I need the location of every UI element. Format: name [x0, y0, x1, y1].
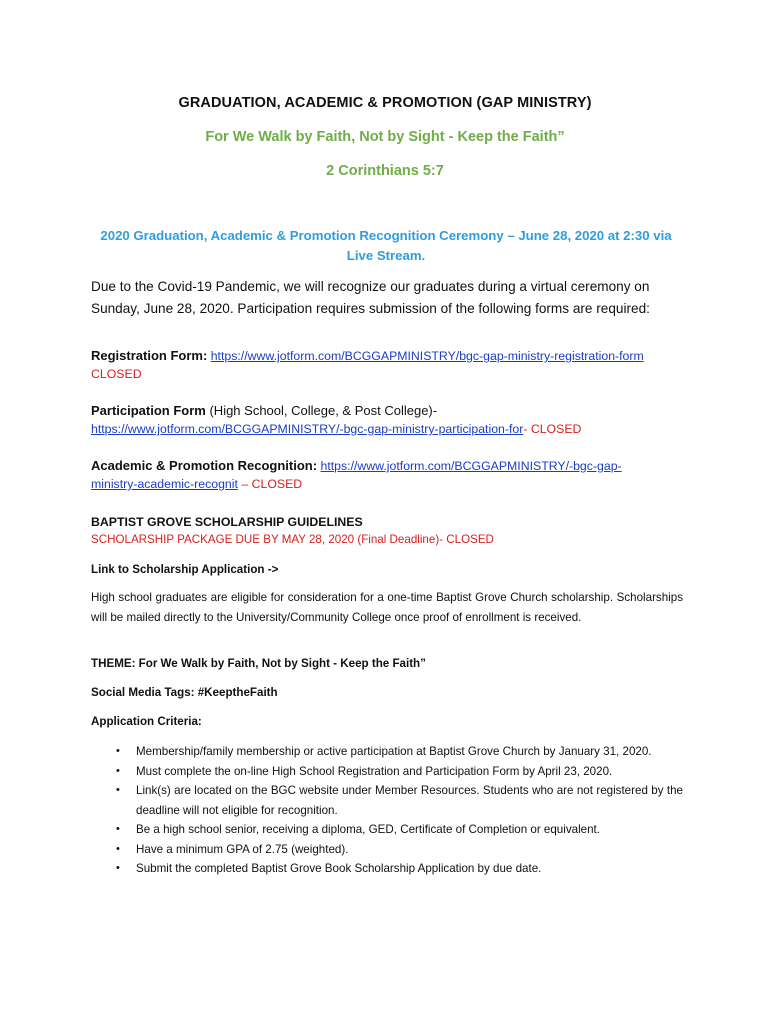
criteria-item: • Be a high school senior, receiving a diploma, GED, Certificate of Completion or equivalent. [91, 820, 683, 840]
theme-line: For We Walk by Faith, Not by Sight - Keep the Faith” [205, 129, 565, 145]
criteria-item: • Link(s) are located on the BGC website under Member Resources. Students who are not registered by the deadline will not eligible for recognition. [91, 781, 683, 820]
ceremony-heading-line-2: Live Stream. [346, 248, 426, 263]
scripture-reference: 2 Corinthians 5:7 [326, 163, 444, 179]
ceremony-heading-line-1: 2020 Graduation, Academic & Promotion Recognition Ceremony – June 28, 2020 at 2:30 via [100, 228, 672, 243]
bullet-icon: • [116, 764, 120, 777]
participation-form-link[interactable]: https://www.jotform.com/BCGGAPMINISTRY/-bgc-gap-ministry-participation-for [91, 422, 524, 436]
bullet-icon: • [116, 784, 120, 796]
bullet-icon: • [116, 823, 120, 835]
academic-recognition-label: Academic & Promotion Recognition: [91, 458, 318, 473]
academic-recognition-link-part-2[interactable]: ministry-academic-recognit [91, 477, 238, 491]
criteria-item: • Membership/family membership or active participation at Baptist Grove Church by January 31, 2020. [91, 742, 683, 762]
bullet-icon: • [116, 862, 120, 874]
registration-form-label: Registration Form: [91, 348, 208, 363]
academic-recognition-status: – CLOSED [237, 477, 303, 491]
bullet-icon: • [116, 745, 120, 757]
criteria-item: • Submit the completed Baptist Grove Book Scholarship Application by due date. [91, 859, 683, 879]
registration-form-line [91, 347, 691, 365]
registration-form-link[interactable]: https://www.jotform.com/BCGGAPMINISTRY/bgc-gap-ministry-registration-form [210, 349, 644, 363]
intro-paragraph: Due to the Covid-19 Pandemic, we will recognize our graduates during a virtual ceremony on Sunday, June 28, 2020. Participation requires submission of the following forms are required: [91, 279, 650, 316]
application-criteria-list [91, 742, 683, 879]
scholarship-deadline: SCHOLARSHIP PACKAGE DUE BY MAY 28, 2020 (Final Deadline)- CLOSED [91, 533, 494, 546]
scholarship-theme: THEME: For We Walk by Faith, Not by Sight - Keep the Faith” [91, 657, 426, 670]
application-criteria-heading: Application Criteria: [91, 715, 202, 728]
participation-form-label: Participation Form [91, 403, 206, 418]
academic-recognition-link-part-1[interactable]: https://www.jotform.com/BCGGAPMINISTRY/-bgc-gap- [320, 459, 622, 473]
scholarship-eligibility: High school graduates are eligible for consideration for a one-time Baptist Grove Church scholarship. Scholarships will be mailed directly to the University/Community College once proof of enrollment is received. [91, 591, 683, 624]
academic-recognition-line [91, 457, 691, 475]
document-title: GRADUATION, ACADEMIC & PROMOTION (GAP MINISTRY) [178, 95, 592, 111]
scholarship-link-label[interactable]: Link to Scholarship Application -> [91, 563, 279, 576]
bullet-icon: • [116, 842, 120, 855]
participation-form-link-line [91, 420, 691, 438]
social-media-tags: Social Media Tags: #KeeptheFaith [91, 686, 278, 699]
participation-form-line [91, 402, 691, 420]
academic-recognition-link-line [91, 475, 691, 493]
registration-status: CLOSED [91, 367, 142, 381]
criteria-item: • Must complete the on-line High School Registration and Participation Form by April 23, 2020. [91, 762, 683, 782]
scholarship-heading: BAPTIST GROVE SCHOLARSHIP GUIDELINES [91, 515, 363, 529]
ceremony-heading [90, 226, 682, 266]
participation-status: - CLOSED [523, 422, 582, 436]
participation-form-note: (High School, College, & Post College)- [205, 403, 438, 418]
criteria-item: • Have a minimum GPA of 2.75 (weighted). [91, 840, 683, 860]
